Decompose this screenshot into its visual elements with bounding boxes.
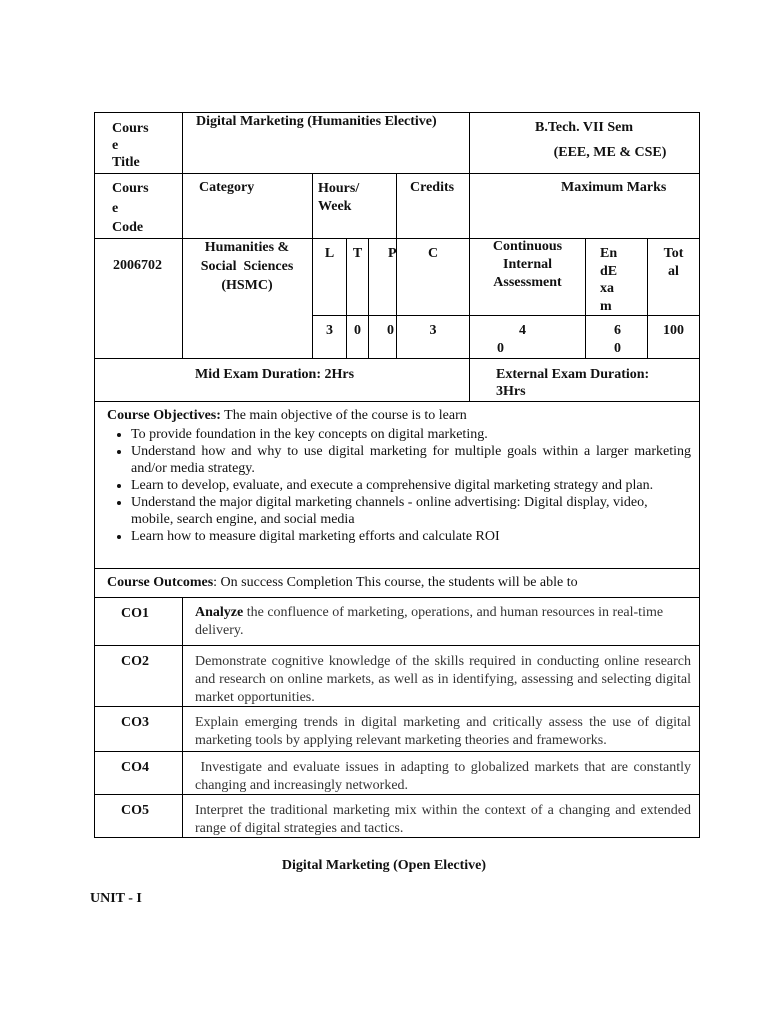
outcomes-intro: : On success Completion This course, the students will be able to [213,575,578,590]
program-line1: B.Tech. VII Sem [534,120,634,135]
total-value: 100 [663,323,684,338]
objectives-intro: The main objective of the course is to learn [220,408,467,423]
category-label: Category [199,180,255,195]
co-code: CO2 [121,654,149,669]
objectives-list [109,426,691,545]
co-code: CO1 [121,606,149,621]
table-rule [94,358,700,359]
table-rule [94,645,700,646]
unit-heading: UNIT - I [90,891,142,906]
mid-exam-duration: Mid Exam Duration: 2Hrs [195,367,355,382]
cia-label: Continuous Internal Assessment [492,239,563,290]
t-value: 0 [354,323,361,338]
cia-value-line2: 0 [497,341,504,356]
max-marks-label: Maximum Marks [561,180,667,195]
table-rule [94,401,700,402]
c-label: C [427,246,439,261]
objective-item: • Understand how and why to use digital marketing for multiple goals within a larger marketing and/or media strategy. [131,443,691,477]
co-description [195,604,691,640]
table-rule [94,568,700,569]
objective-item: • Understand the major digital marketing channels - online advertising: Digital display, video, mobile, search engine, and social media [131,494,691,528]
total-label: Tot al [663,246,684,279]
objective-item: • Learn to develop, evaluate, and execute a comprehensive digital marketing strategy and plan. [131,477,691,494]
table-rule [182,597,183,837]
objectives-label: Course Objectives: [107,408,221,423]
objectives-heading [107,407,692,425]
table-rule [94,173,700,174]
course-title-label: Cours e Title [112,121,149,170]
external-exam-duration-line1: External Exam Duration: [496,367,650,382]
category-value: Humanities & Social Sciences (HSMC) [200,240,294,293]
credits-label: Credits [410,180,455,195]
course-title: Digital Marketing (Humanities Elective) [196,114,437,129]
table-rule [396,173,397,238]
course-code-label: Cours e Code [112,181,149,235]
co-description: Demonstrate cognitive knowledge of the skills required in conducting online research and research on online markets, as well as in identifying, assessing and selecting digital market opportunities. [195,654,691,705]
objective-item: • To provide foundation in the key concepts on digital marketing. [131,426,691,443]
course-code: 2006702 [113,258,162,273]
t-label: T [352,246,363,261]
external-exam-duration-line2: 3Hrs [496,384,526,399]
co-code: CO4 [121,760,149,775]
cia-value-line1: 4 [519,323,526,338]
co-code: CO5 [121,803,149,818]
c-value: 3 [429,323,437,338]
table-rule [699,112,700,838]
table-rule [94,597,700,598]
table-rule [312,315,700,316]
end-exam-label: En dE xa m [600,246,618,314]
p-value: 0 [387,323,394,338]
l-label: L [324,246,335,261]
table-rule [585,238,586,358]
program-line2: (EEE, ME & CSE) [553,145,667,160]
p-label: P [388,246,397,261]
co-text: the confluence of marketing, operations, and human resources in real-time delivery. [195,605,664,638]
objective-item: • Learn how to measure digital marketing efforts and calculate ROI [131,528,691,545]
table-rule [368,238,369,358]
co-description: Interpret the traditional marketing mix within the context of a changing and extended range of digital strategies and tactics. [195,803,691,836]
table-rule [469,358,470,401]
outcomes-label: Course Outcomes [107,575,214,590]
table-rule [94,112,700,113]
end-value-line1: 6 [614,323,621,338]
l-value: 3 [326,323,333,338]
section-subtitle: Digital Marketing (Open Elective) [281,858,487,873]
outcomes-heading [107,575,692,591]
co-lead: Analyze [195,605,244,620]
table-rule [182,112,183,358]
co-description: Investigate and evaluate issues in adapting to globalized markets that are constantly changing and increasingly networked. [195,760,695,793]
hours-label: Hours/ Week [318,181,360,214]
table-rule [94,751,700,752]
co-code: CO3 [121,715,149,730]
end-value-line2: 0 [614,341,621,356]
co-description: Explain emerging trends in digital marketing and critically assess the use of digital marketing tools by applying relevant marketing theories and frameworks. [195,715,691,748]
